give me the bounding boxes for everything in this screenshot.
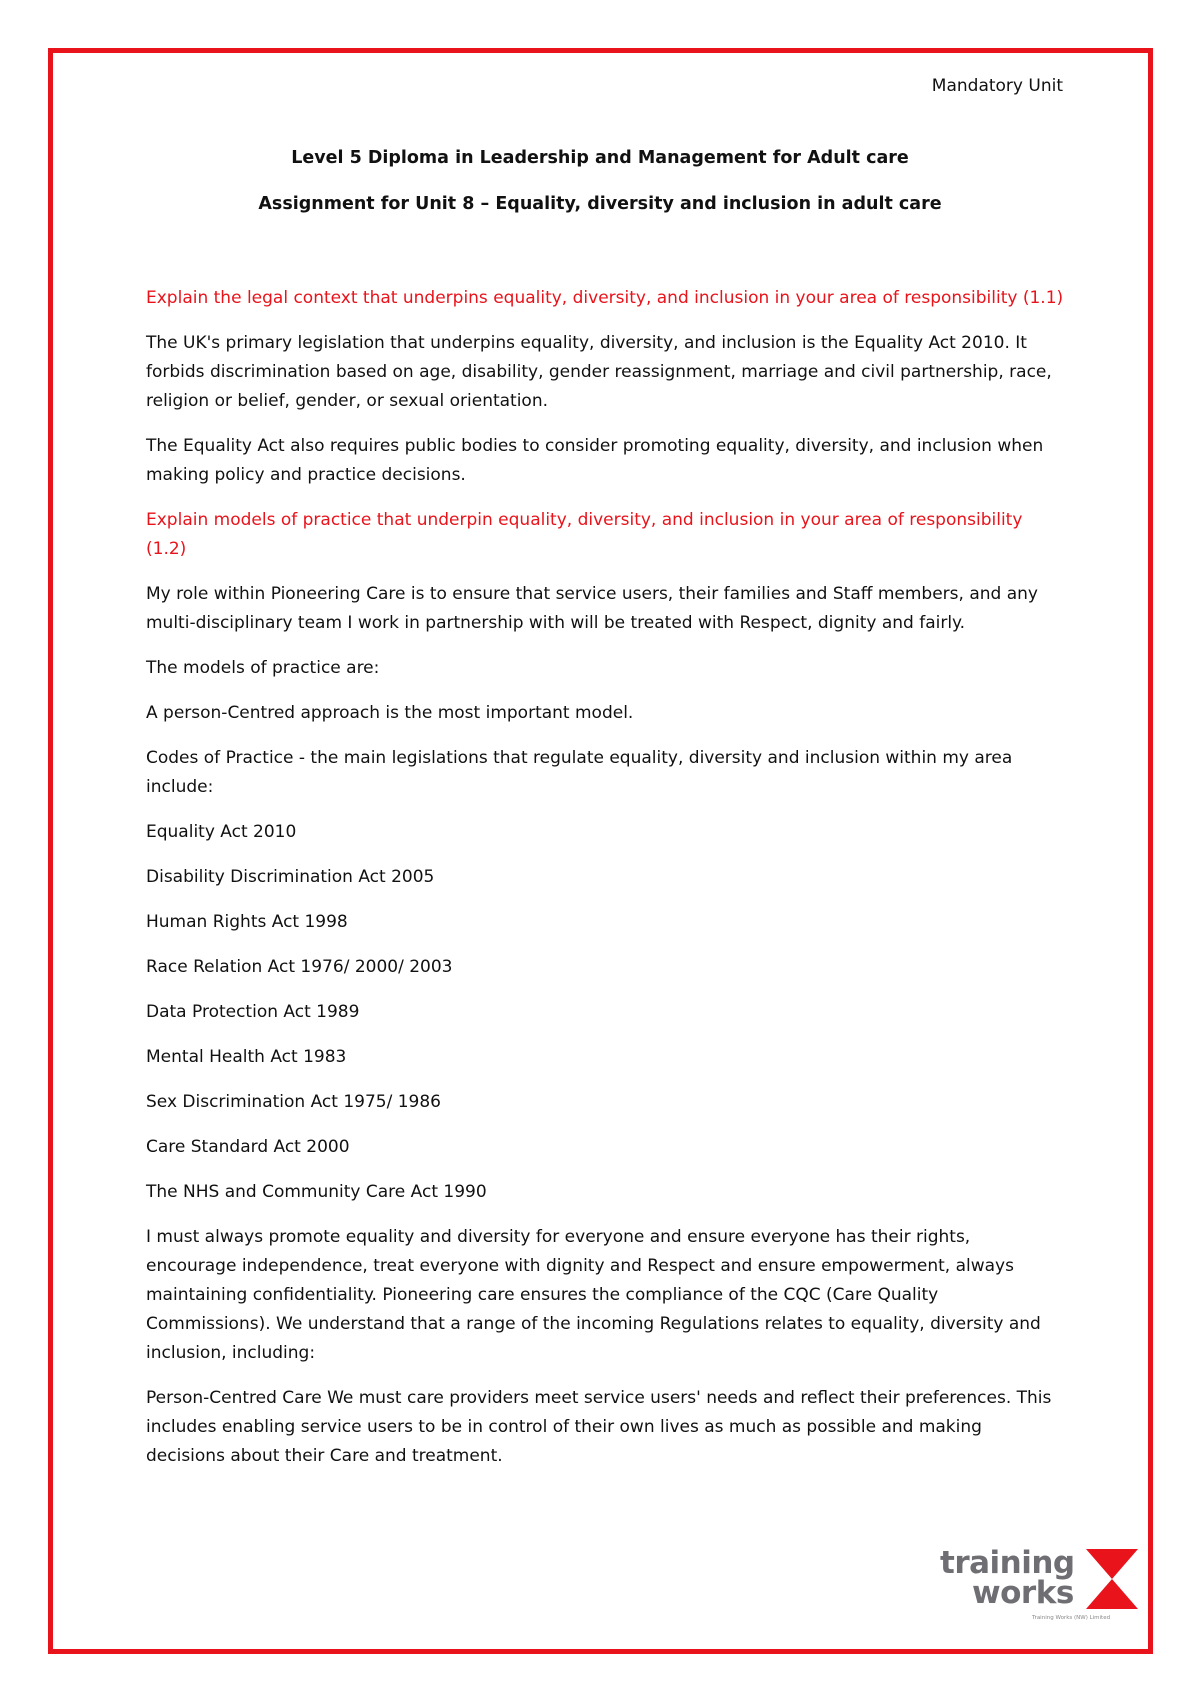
logo-text-works: works [972, 1575, 1074, 1611]
logo-caption: Training Works (NW) Limited [1032, 1615, 1111, 1621]
paragraph: I must always promote equality and diversity for everyone and ensure everyone has their rights, encourage independence, treat everyone with dignity and Respect and ensure empowerment, always maintaining confidentiality. Pioneering care ensures the compliance of the CQC (Care Quality Commissions). We understand that a range of the incoming Regulations relates to equality, diversity and inclusion, including: [146, 1227, 1041, 1363]
question-1-2: Explain models of practice that underpin equality, diversity, and inclusion in your area of responsibility (1.2) [146, 510, 1023, 559]
legislation-item: The NHS and Community Care Act 1990 [146, 1182, 487, 1202]
header-label: Mandatory Unit [931, 76, 1063, 96]
legislation-item: Human Rights Act 1998 [146, 912, 348, 932]
legislation-item: Equality Act 2010 [146, 822, 297, 842]
paragraph: The UK's primary legislation that underpins equality, diversity, and inclusion is the Equality Act 2010. It forbids discrimination based on age, disability, gender reassignment, marriage and civil partnership, race, religion or belief, gender, or sexual orientation. [146, 333, 1052, 411]
legislation-item: Care Standard Act 2000 [146, 1137, 350, 1157]
paragraph: A person-Centred approach is the most important model. [146, 703, 634, 723]
training-works-logo [940, 1545, 1140, 1625]
legislation-item: Race Relation Act 1976/ 2000/ 2003 [146, 957, 453, 977]
legislation-item: Data Protection Act 1989 [146, 1002, 360, 1022]
logo-text-training: training [940, 1545, 1075, 1581]
assignment-title: Assignment for Unit 8 – Equality, diversity and inclusion in adult care [258, 194, 942, 214]
legislation-item: Sex Discrimination Act 1975/ 1986 [146, 1092, 441, 1112]
legislation-item: Disability Discrimination Act 2005 [146, 867, 435, 887]
legislation-item: Mental Health Act 1983 [146, 1047, 347, 1067]
document-body [146, 284, 1066, 1487]
paragraph: The models of practice are: [146, 658, 380, 678]
paragraph: Codes of Practice - the main legislations that regulate equality, diversity and inclusion within my area include: [146, 748, 1013, 797]
paragraph: Person-Centred Care We must care providers meet service users' needs and reflect their preferences. This includes enabling service users to be in control of their own lives as much as possible and making decisions about their Care and treatment. [146, 1388, 1052, 1466]
paragraph: My role within Pioneering Care is to ensure that service users, their families and Staff members, and any multi-disciplinary team I work in partnership with will be treated with Respect, dignity and fairly. [146, 584, 1038, 633]
paragraph: The Equality Act also requires public bodies to consider promoting equality, diversity, and inclusion when making policy and practice decisions. [146, 436, 1044, 485]
hourglass-icon [1086, 1549, 1138, 1609]
question-1-1: Explain the legal context that underpins equality, diversity, and inclusion in your area of responsibility (1.1) [146, 288, 1064, 308]
document-title: Level 5 Diploma in Leadership and Management for Adult care [291, 148, 909, 168]
